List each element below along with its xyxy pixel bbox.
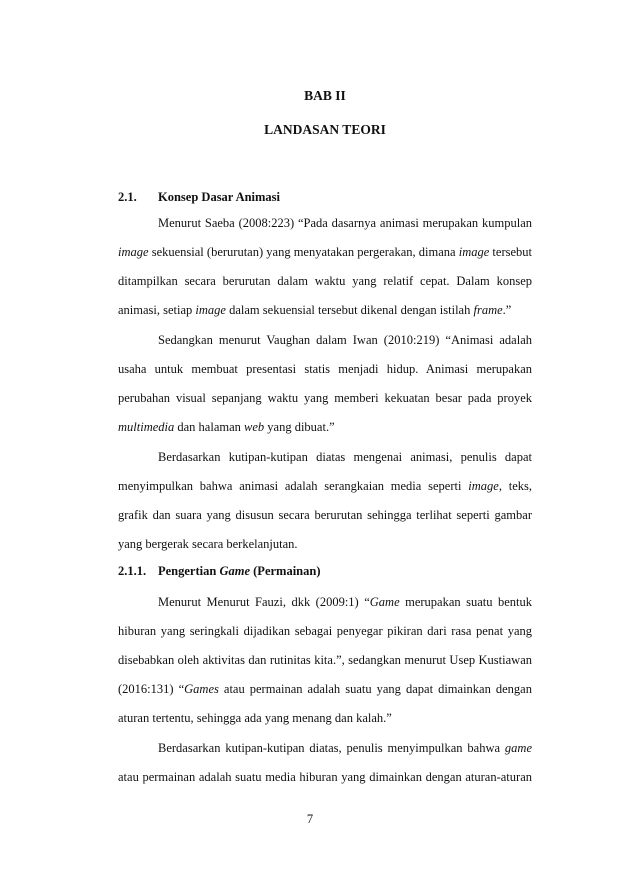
paragraph-line: animasi, setiap image dalam sekuensial tersebut dikenal dengan istilah frame.” [118,303,512,317]
paragraph-line: disebabkan oleh aktivitas dan rutinitas kita.”, sedangkan menurut Usep Kustiawan [118,653,532,667]
section-number: 2.1.1. [118,564,147,578]
paragraph-line: Sedangkan menurut Vaughan dalam Iwan (2010:219) “Animasi adalah [158,333,532,347]
paragraph-line: image sekuensial (berurutan) yang menyatakan pergerakan, dimana image tersebut [118,245,532,259]
paragraph-line: grafik dan suara yang disusun secara berurutan sehingga terlihat seperti gambar [118,508,532,522]
paragraph-line: aturan tertentu, sehingga ada yang menang dan kalah.” [118,711,392,725]
paragraph-line: usaha untuk membuat presentasi statis menjadi hidup. Animasi merupakan [118,362,532,376]
paragraph-line: Menurut Saeba (2008:223) “Pada dasarnya animasi merupakan kumpulan [158,216,532,230]
page-number: 7 [306,812,314,826]
chapter-title: LANDASAN TEORI [264,122,386,137]
paragraph-line: ditampilkan secara berurutan dalam waktu yang relatif cepat. Dalam konsep [118,274,532,288]
paragraph-line: multimedia dan halaman web yang dibuat.” [118,420,335,434]
paragraph-line: yang bergerak secara berkelanjutan. [118,537,298,551]
paragraph-line: atau permainan adalah suatu media hiburan yang dimainkan dengan aturan-aturan [118,770,532,784]
paragraph-line: Menurut Menurut Fauzi, dkk (2009:1) “Game merupakan suatu bentuk [158,595,533,609]
paragraph-line: menyimpulkan bahwa animasi adalah serangkaian media seperti image, teks, [118,479,532,493]
paragraph-line: (2016:131) “Games atau permainan adalah suatu yang dapat dimainkan dengan [118,682,532,696]
paragraph-line: Berdasarkan kutipan-kutipan diatas mengenai animasi, penulis dapat [158,450,532,464]
section-number: 2.1. [118,190,137,204]
section-title: Konsep Dasar Animasi [158,190,281,204]
paragraph-line: hiburan yang seringkali dijadikan sebagai penyegar pikiran dari rasa penat yang [118,624,532,638]
paragraph-line: Berdasarkan kutipan-kutipan diatas, penulis menyimpulkan bahwa game [158,741,532,755]
section-heading-2-1-1: 2.1.1. Pengertian Game (Permainan) [118,564,321,578]
section-heading-2-1 [118,190,280,205]
paragraph-line: perubahan visual sepanjang waktu yang memberi kekuatan besar pada proyek [118,391,532,405]
chapter-label: BAB II [304,88,346,103]
